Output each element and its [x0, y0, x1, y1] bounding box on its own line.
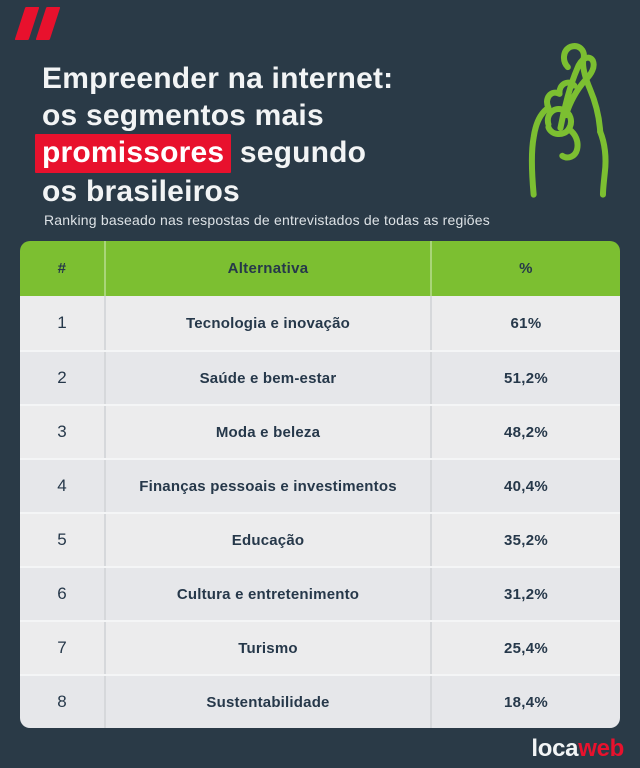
- table-cell-percent: 25,4%: [430, 622, 620, 674]
- table-row: [20, 674, 620, 728]
- logo-text-web: web: [578, 735, 624, 762]
- subtitle: Ranking baseado nas respostas de entrevistados de todas as regiões: [44, 212, 490, 228]
- table-cell-rank: 2: [57, 368, 67, 387]
- table-row: [20, 458, 620, 512]
- ranking-table: [20, 241, 620, 728]
- title-line-4: os brasileiros: [42, 175, 240, 209]
- column-header-rank: #: [57, 260, 67, 277]
- table-cell-percent: 48,2%: [430, 406, 620, 458]
- table-cell-rank: 8: [57, 692, 67, 711]
- table-cell-alternative: Cultura e entretenimento: [104, 568, 430, 620]
- table-row: [20, 350, 620, 404]
- table-cell-rank: 5: [57, 530, 67, 549]
- table-cell-rank: 1: [57, 313, 67, 332]
- table-cell-alternative: Sustentabilidade: [104, 676, 430, 728]
- table-cell-percent: 61%: [430, 296, 620, 350]
- table-cell-alternative: Saúde e bem-estar: [104, 352, 430, 404]
- quote-icon: [20, 7, 55, 40]
- table-cell-rank: 7: [57, 638, 67, 657]
- logo-text-loca: loca: [531, 735, 579, 762]
- table-cell-rank: 6: [57, 584, 67, 603]
- table-row: [20, 296, 620, 350]
- table-row: [20, 404, 620, 458]
- page-title: [42, 60, 393, 210]
- table-header-row: [20, 241, 620, 296]
- title-highlight: promissores: [35, 134, 231, 173]
- column-header-percent: %: [430, 241, 620, 296]
- table-cell-alternative: Educação: [104, 514, 430, 566]
- table-cell-percent: 51,2%: [430, 352, 620, 404]
- column-header-alternative: Alternativa: [104, 241, 430, 296]
- table-cell-percent: 18,4%: [430, 676, 620, 728]
- table-cell-percent: 35,2%: [430, 514, 620, 566]
- table-cell-rank: 4: [57, 476, 67, 495]
- table-cell-alternative: Tecnologia e inovação: [104, 296, 430, 350]
- table-cell-percent: 31,2%: [430, 568, 620, 620]
- table-cell-percent: 40,4%: [430, 460, 620, 512]
- table-cell-alternative: Turismo: [104, 622, 430, 674]
- table-row: [20, 620, 620, 674]
- table-row: [20, 512, 620, 566]
- table-cell-alternative: Moda e beleza: [104, 406, 430, 458]
- title-line-3-rest: segundo: [231, 136, 367, 170]
- crossed-fingers-icon: [505, 33, 627, 201]
- table-cell-rank: 3: [57, 422, 67, 441]
- title-line-1: Empreender na internet:: [42, 62, 394, 96]
- table-row: [20, 566, 620, 620]
- locaweb-logo: [531, 735, 624, 763]
- table-cell-alternative: Finanças pessoais e investimentos: [104, 460, 430, 512]
- title-line-3: [42, 134, 393, 173]
- table-body: [20, 296, 620, 728]
- title-line-2: os segmentos mais: [42, 99, 324, 133]
